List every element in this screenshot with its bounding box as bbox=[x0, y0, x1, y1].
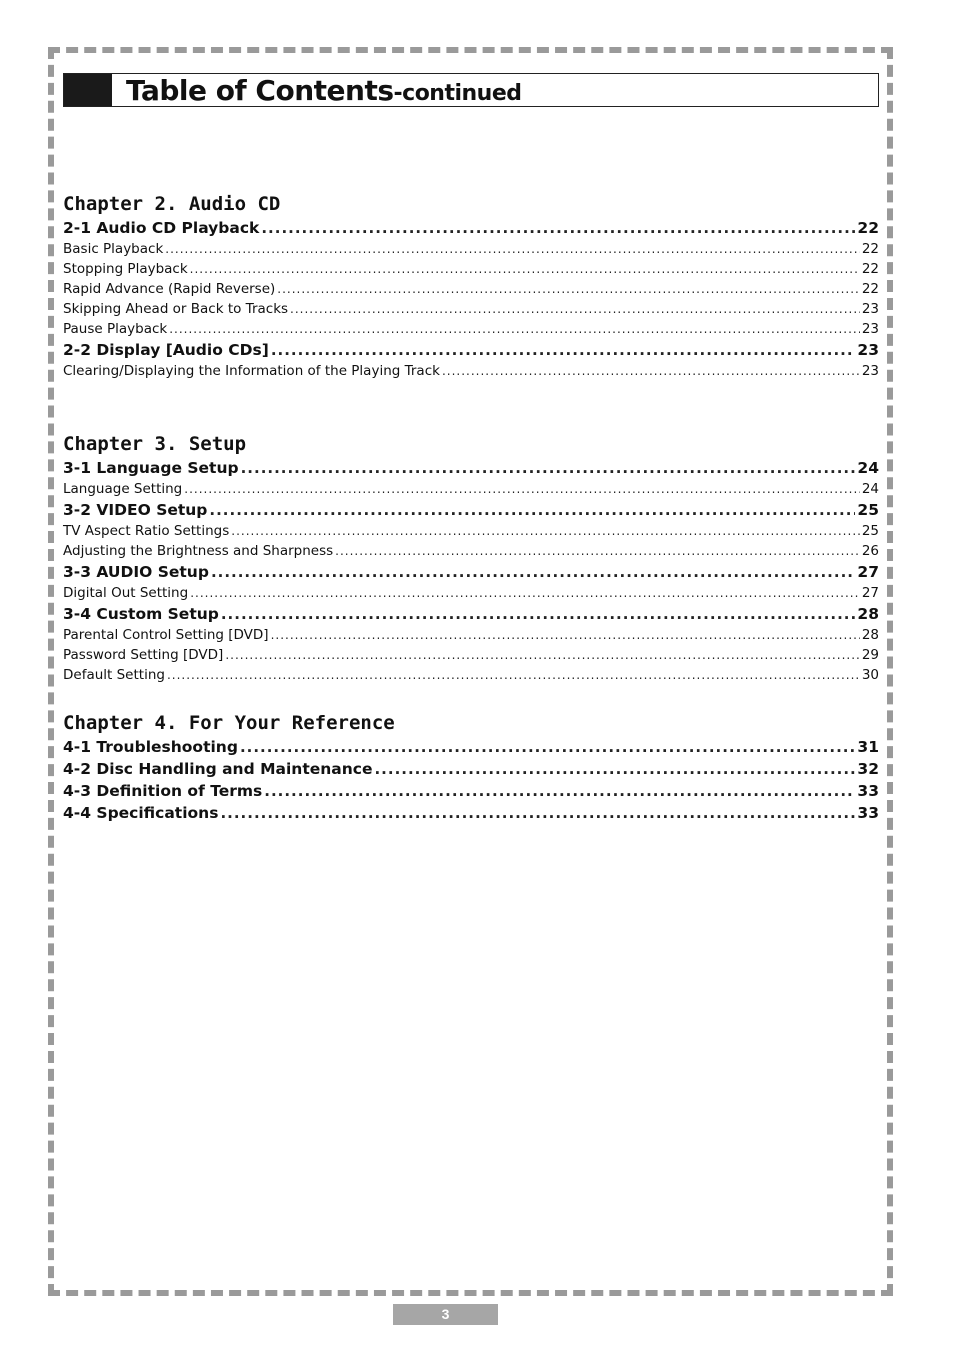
toc-entry-page: 22 bbox=[857, 219, 879, 237]
toc-entry[interactable] bbox=[63, 603, 879, 625]
toc-entry-label: 2-2 Display [Audio CDs] bbox=[63, 341, 269, 359]
toc-entry[interactable] bbox=[63, 645, 879, 665]
toc-entry[interactable] bbox=[63, 758, 879, 780]
chapter-heading: Chapter 2. Audio CD bbox=[63, 193, 281, 215]
chapter-heading: Chapter 4. For Your Reference bbox=[63, 712, 395, 734]
dot-leader bbox=[184, 479, 860, 499]
dot-leader bbox=[271, 625, 860, 645]
toc-entry-label: 3-4 Custom Setup bbox=[63, 605, 219, 623]
toc-entry-page: 22 bbox=[861, 241, 879, 257]
dot-leader bbox=[225, 645, 860, 665]
toc-entry-label: Clearing/Displaying the Information of the Playing Track bbox=[63, 363, 440, 379]
dot-leader bbox=[190, 583, 860, 603]
toc-entry[interactable] bbox=[63, 299, 879, 319]
page-title-main: Table of Contents bbox=[126, 73, 394, 107]
toc-entry[interactable] bbox=[63, 279, 879, 299]
toc-entry[interactable] bbox=[63, 521, 879, 541]
toc-entry-label: Pause Playback bbox=[63, 321, 168, 337]
toc-entry[interactable] bbox=[63, 561, 879, 583]
toc-entry-label: Parental Control Setting [DVD] bbox=[63, 627, 269, 643]
dot-leader bbox=[211, 561, 855, 583]
toc-entry[interactable] bbox=[63, 217, 879, 239]
toc-entry-label: 4-1 Troubleshooting bbox=[63, 738, 238, 756]
toc-entry-label: 3-1 Language Setup bbox=[63, 459, 239, 477]
chapter-section bbox=[63, 431, 879, 685]
toc-entry-label: 3-3 AUDIO Setup bbox=[63, 563, 209, 581]
toc-entry-page: 30 bbox=[861, 667, 879, 683]
dot-leader bbox=[231, 521, 860, 541]
toc-entry-page: 32 bbox=[857, 760, 879, 778]
dot-leader bbox=[290, 299, 860, 319]
toc-entry[interactable] bbox=[63, 802, 879, 824]
toc-entry[interactable] bbox=[63, 239, 879, 259]
toc-entry[interactable] bbox=[63, 319, 879, 339]
toc-entry-page: 27 bbox=[861, 585, 879, 601]
toc-entry-label: Digital Out Setting bbox=[63, 585, 189, 601]
dot-leader bbox=[221, 603, 856, 625]
toc-entry[interactable] bbox=[63, 479, 879, 499]
toc-entry-label: TV Aspect Ratio Settings bbox=[63, 523, 230, 539]
toc-entry[interactable] bbox=[63, 780, 879, 802]
toc-entry-page: 23 bbox=[861, 321, 879, 337]
toc-entry-label: 4-4 Specifications bbox=[63, 804, 219, 822]
dot-leader bbox=[264, 780, 855, 802]
title-block-decoration bbox=[64, 74, 112, 106]
toc-entry-page: 25 bbox=[861, 523, 879, 539]
toc-entry[interactable] bbox=[63, 259, 879, 279]
dot-leader bbox=[165, 239, 860, 259]
chapter-section bbox=[63, 191, 879, 381]
toc-entry[interactable] bbox=[63, 499, 879, 521]
toc-entry-page: 28 bbox=[861, 627, 879, 643]
toc-entry[interactable] bbox=[63, 541, 879, 561]
toc-entry-label: Language Setting bbox=[63, 481, 183, 497]
toc-entry-label: Password Setting [DVD] bbox=[63, 647, 224, 663]
toc-entry[interactable] bbox=[63, 457, 879, 479]
toc-entry[interactable] bbox=[63, 736, 879, 758]
dot-leader bbox=[209, 499, 855, 521]
dot-leader bbox=[271, 339, 856, 361]
toc-entry-label: 4-2 Disc Handling and Maintenance bbox=[63, 760, 373, 778]
dot-leader bbox=[167, 665, 860, 685]
toc-entry[interactable] bbox=[63, 625, 879, 645]
toc-entry-page: 22 bbox=[861, 261, 879, 277]
toc-entry-page: 29 bbox=[861, 647, 879, 663]
toc-entry-page: 27 bbox=[857, 563, 879, 581]
dot-leader bbox=[169, 319, 860, 339]
dot-leader bbox=[190, 259, 860, 279]
toc-entry-page: 24 bbox=[861, 481, 879, 497]
chapter-heading: Chapter 3. Setup bbox=[63, 433, 247, 455]
dot-leader bbox=[240, 736, 855, 758]
page-number-badge: 3 bbox=[393, 1304, 498, 1325]
chapter-section bbox=[63, 710, 879, 824]
toc-entry-label: 3-2 VIDEO Setup bbox=[63, 501, 208, 519]
toc-entry[interactable] bbox=[63, 665, 879, 685]
toc-entry-label: Adjusting the Brightness and Sharpness bbox=[63, 543, 334, 559]
dot-leader bbox=[277, 279, 860, 299]
dot-leader bbox=[442, 361, 860, 381]
toc-entry-label: 4-3 Definition of Terms bbox=[63, 782, 263, 800]
toc-entry-label: Skipping Ahead or Back to Tracks bbox=[63, 301, 289, 317]
dot-leader bbox=[261, 217, 855, 239]
toc-entry-page: 22 bbox=[861, 281, 879, 297]
toc-entry[interactable] bbox=[63, 361, 879, 381]
dot-leader bbox=[220, 802, 855, 824]
toc-entry-page: 31 bbox=[857, 738, 879, 756]
title-bar bbox=[63, 73, 879, 107]
toc-entry[interactable] bbox=[63, 339, 879, 361]
toc-entry-page: 33 bbox=[857, 782, 879, 800]
toc-entry-label: Default Setting bbox=[63, 667, 165, 683]
toc-entry-label: Rapid Advance (Rapid Reverse) bbox=[63, 281, 276, 297]
toc-entry-label: 2-1 Audio CD Playback bbox=[63, 219, 260, 237]
toc-entry[interactable] bbox=[63, 583, 879, 603]
toc-entry-page: 26 bbox=[861, 543, 879, 559]
toc-entry-page: 28 bbox=[857, 605, 879, 623]
toc-entry-page: 23 bbox=[861, 301, 879, 317]
toc-entry-label: Stopping Playback bbox=[63, 261, 188, 277]
toc-entry-page: 25 bbox=[857, 501, 879, 519]
page-title bbox=[126, 74, 522, 107]
toc-entry-page: 23 bbox=[857, 341, 879, 359]
dot-leader bbox=[374, 758, 855, 780]
toc-entry-page: 23 bbox=[861, 363, 879, 379]
toc-entry-page: 33 bbox=[857, 804, 879, 822]
toc-entry-label: Basic Playback bbox=[63, 241, 164, 257]
toc-entry-page: 24 bbox=[857, 459, 879, 477]
dot-leader bbox=[241, 457, 856, 479]
dot-leader bbox=[335, 541, 860, 561]
page-title-suffix: -continued bbox=[393, 80, 522, 106]
